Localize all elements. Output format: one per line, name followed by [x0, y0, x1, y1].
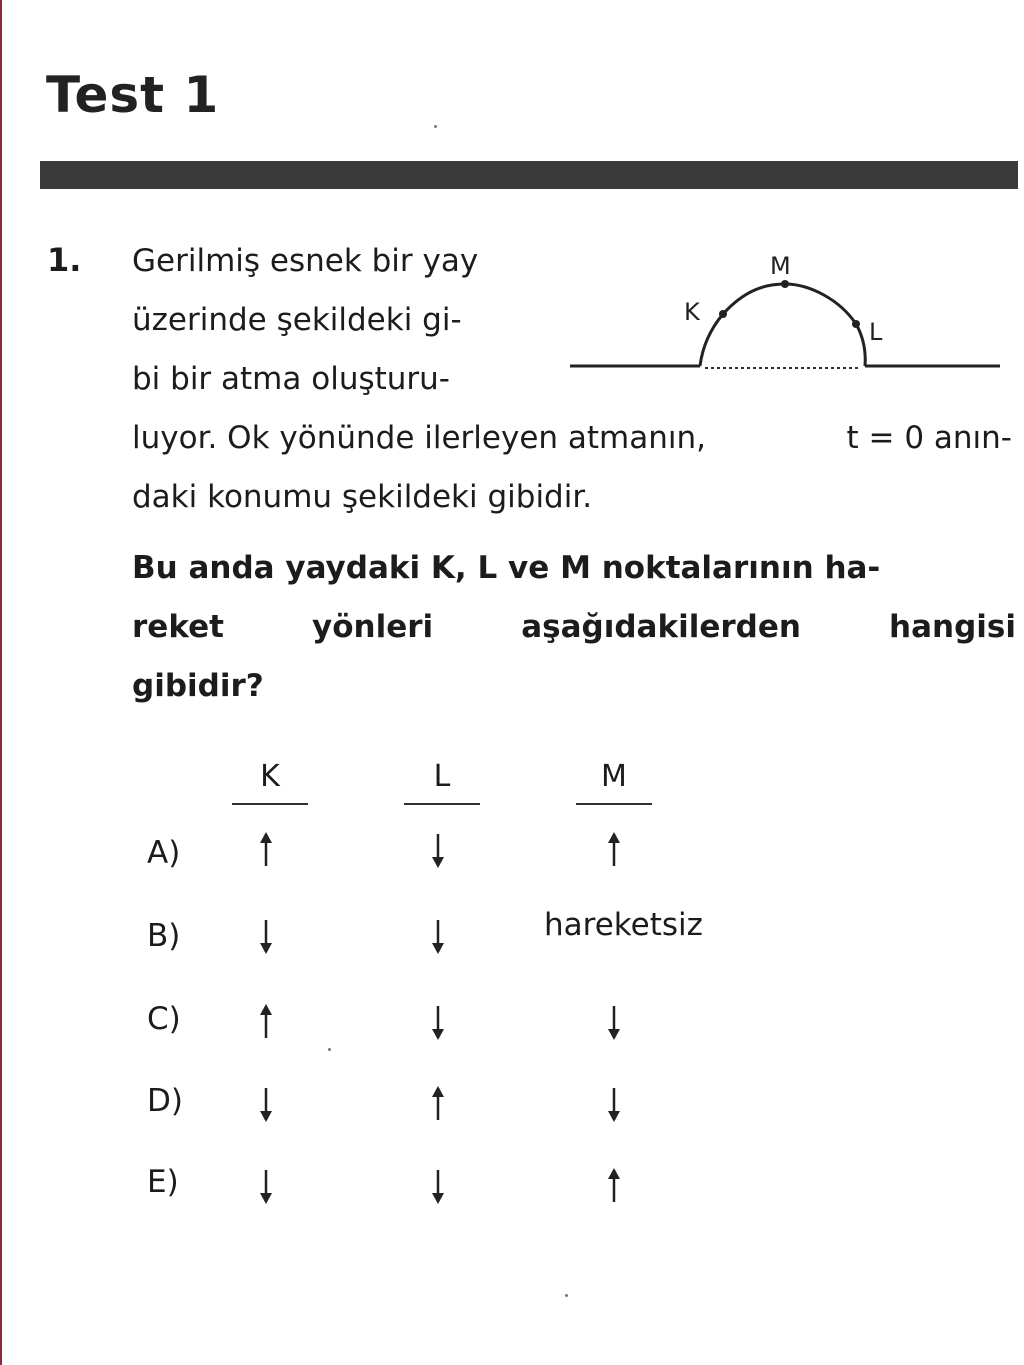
- arrow-up-icon: [604, 830, 624, 870]
- column-header-L: L: [433, 759, 451, 794]
- question-stem-line-4-time: t = 0 anın-: [846, 420, 1012, 456]
- question-ask-line-3: gibidir?: [132, 668, 264, 704]
- arrow-down-icon: [428, 916, 448, 956]
- question-stem-line-4-text: luyor. Ok yönünde ilerleyen atmanın,: [132, 420, 706, 456]
- arrow-down-icon: [604, 1084, 624, 1124]
- question-stem-line-1: Gerilmiş esnek bir yay: [132, 243, 479, 279]
- ask-word: aşağıdakilerden: [521, 609, 801, 645]
- option-label-e: E): [147, 1164, 179, 1200]
- scan-speck: [434, 125, 437, 128]
- question-stem-line-5: daki konumu şekildeki gibidir.: [132, 479, 593, 515]
- ask-word: reket: [132, 609, 224, 645]
- label-K: K: [684, 298, 700, 326]
- question-stem-line-2: üzerinde şekildeki gi-: [132, 302, 462, 338]
- option-label-d: D): [147, 1083, 183, 1119]
- arrow-up-icon: [604, 1166, 624, 1206]
- arrow-up-icon: [256, 830, 276, 870]
- column-header-K: K: [260, 759, 280, 794]
- option-label-c: C): [147, 1001, 181, 1037]
- page-left-edge: [0, 0, 2, 1365]
- scan-speck: [565, 1294, 568, 1297]
- question-ask-line-2: [132, 609, 1016, 645]
- spring-pulse-figure: [560, 240, 1010, 390]
- point-L-dot: [852, 320, 860, 328]
- option-label-a: A): [147, 835, 181, 871]
- question-stem-line-4: [132, 420, 1012, 456]
- ask-word: yönleri: [312, 609, 434, 645]
- arrow-down-icon: [256, 1084, 276, 1124]
- arrow-down-icon: [256, 1166, 276, 1206]
- arrow-down-icon: [256, 916, 276, 956]
- point-K-dot: [719, 310, 727, 318]
- page-title: Test 1: [46, 66, 220, 124]
- arrow-up-icon: [428, 1084, 448, 1124]
- label-L: L: [869, 318, 883, 346]
- column-header-M: M: [601, 759, 627, 794]
- ask-word: hangisi: [889, 609, 1016, 645]
- column-header-L-rule: [404, 803, 480, 805]
- label-M: M: [770, 252, 791, 280]
- point-M-dot: [781, 280, 789, 288]
- arrow-down-icon: [604, 1002, 624, 1042]
- column-header-M-rule: [576, 803, 652, 805]
- option-label-b: B): [147, 918, 181, 954]
- arrow-down-icon: [428, 1002, 448, 1042]
- question-ask-line-1: Bu anda yaydaki K, L ve M noktalarının ha-: [132, 550, 881, 586]
- title-divider-bar: [40, 161, 1018, 189]
- scan-speck: [328, 1048, 331, 1051]
- arrow-down-icon: [428, 830, 448, 870]
- question-number: 1.: [47, 241, 82, 279]
- question-stem-line-3: bi bir atma oluşturu-: [132, 361, 450, 397]
- pulse-curve: [700, 284, 865, 366]
- option-b-m-text: hareketsiz: [544, 907, 703, 943]
- column-header-K-rule: [232, 803, 308, 805]
- arrow-down-icon: [428, 1166, 448, 1206]
- arrow-up-icon: [256, 1002, 276, 1042]
